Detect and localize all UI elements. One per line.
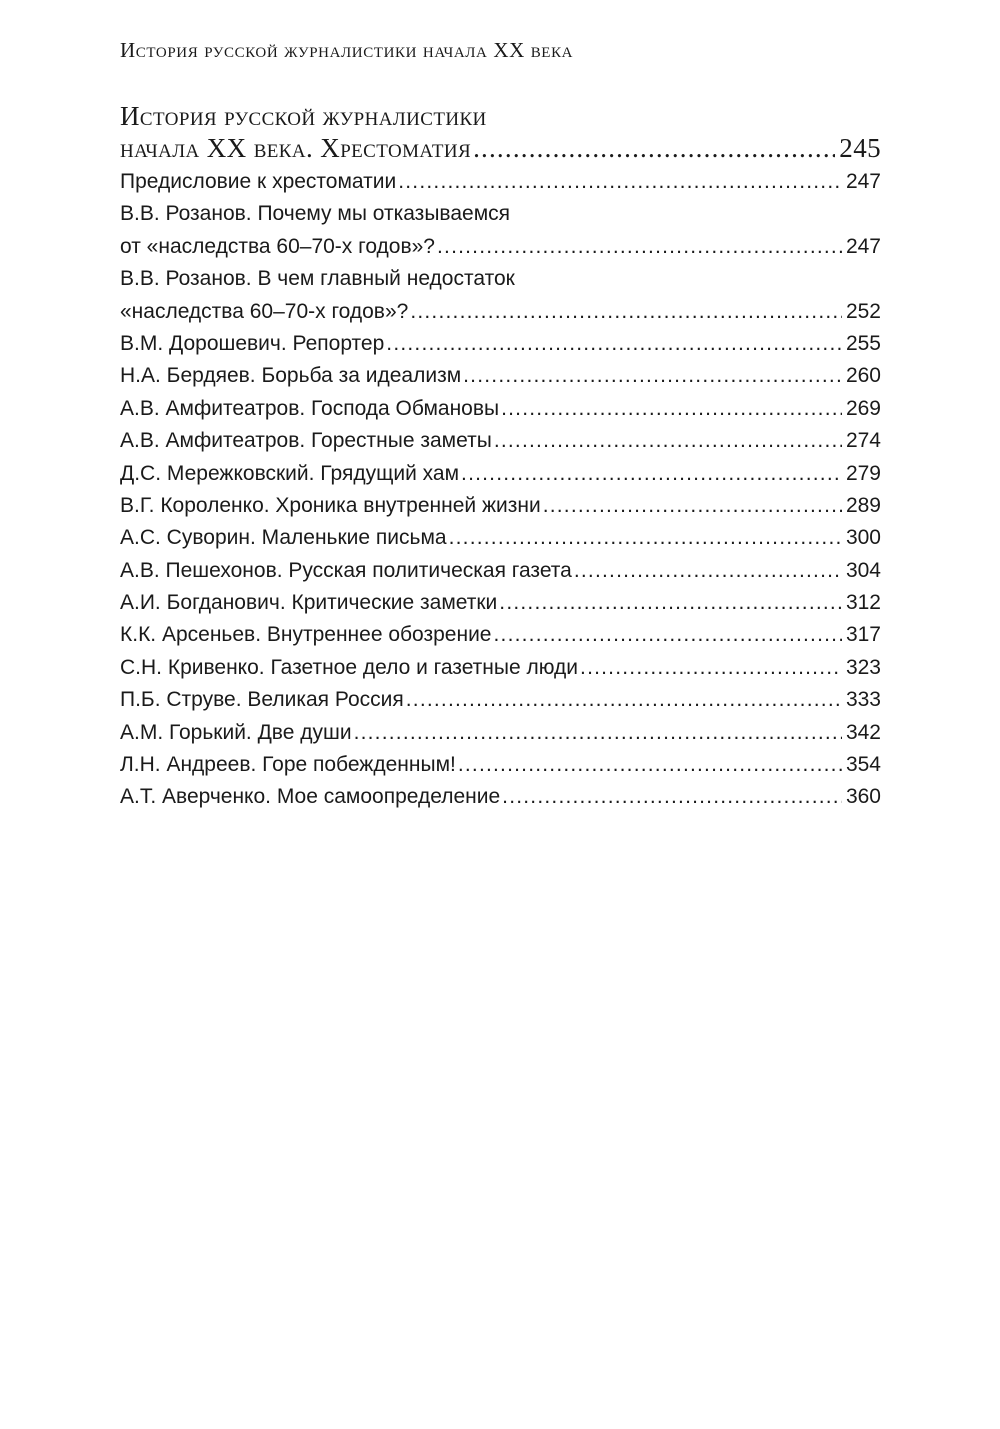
toc-heading-line2: начала XX века. Хрестоматия [120,133,472,163]
dot-leader [494,619,842,651]
toc-entry[interactable] [120,360,881,392]
toc-entry-page: 289 [845,493,881,517]
toc-entry[interactable] [120,425,881,457]
dot-leader [494,425,842,457]
toc-entry-title: К.К. Арсеньев. Внутреннее обозрение [120,623,492,647]
toc-entry-page: 342 [845,720,881,744]
toc-entry[interactable] [120,166,881,198]
toc-entry[interactable] [120,198,881,263]
toc-entry-page: 317 [845,623,881,647]
toc-entry-title: А.И. Богданович. Критические заметки [120,591,498,615]
toc-entry-row [120,328,881,360]
dot-leader [398,166,842,198]
toc-entry-title: от «наследства 60–70-х годов»? [120,234,435,258]
dot-leader [386,328,842,360]
toc-entry-page: 255 [845,331,881,355]
dot-leader [463,360,842,392]
toc-entry-page: 323 [845,655,881,679]
toc-entry-page: 312 [845,591,881,615]
toc-entry-row [120,749,881,781]
toc-entry[interactable] [120,263,881,328]
toc-entry[interactable] [120,328,881,360]
toc-entry-title: С.Н. Кривенко. Газетное дело и газетные люди [120,655,579,679]
toc-entry-title: А.В. Пешехонов. Русская политическая газета [120,558,572,582]
toc-entry-page: 274 [845,429,881,453]
toc-entry[interactable] [120,393,881,425]
toc-entry-page: 304 [845,558,881,582]
toc-entry-title: Д.С. Мережковский. Грядущий хам [120,461,460,485]
dot-leader [501,393,842,425]
dot-leader [499,587,842,619]
toc-heading-row [120,132,881,164]
toc-entry-page: 247 [845,170,881,193]
toc-heading-line1: История русской журналистики [120,101,487,131]
toc-entry[interactable] [120,749,881,781]
toc-entry-title: «наследства 60–70-х годов»? [120,299,409,323]
toc-entry-title: Н.А. Бердяев. Борьба за идеализм [120,364,462,388]
toc-section-heading[interactable] [120,100,881,164]
toc-entry-page: 279 [845,461,881,485]
toc-entry-row [120,360,881,392]
toc-entry-title: Предисловие к хрестоматии [120,170,397,193]
toc-entry-page: 260 [845,364,881,388]
toc-entry-page: 360 [845,785,881,809]
toc-entry-row [120,587,881,619]
toc-entry[interactable] [120,522,881,554]
toc-entry-row [120,522,881,554]
toc-entry-row [120,619,881,651]
toc-entry-title: А.В. Амфитеатров. Господа Обмановы [120,396,500,420]
toc-entry-row [120,425,881,457]
toc-entry-title: А.В. Амфитеатров. Горестные заметы [120,429,492,453]
dot-leader [437,231,842,263]
table-of-contents [120,100,881,814]
toc-entry[interactable] [120,717,881,749]
toc-entry-title: А.С. Суворин. Маленькие письма [120,526,447,550]
dot-leader [354,717,842,749]
toc-entry-page: 252 [845,299,881,323]
toc-entry-page: 247 [845,234,881,258]
dot-leader [449,522,842,554]
toc-entry-title: В.М. Дорошевич. Репортер [120,331,385,355]
toc-entry-title-line1: В.В. Розанов. Почему мы отказываемся [120,202,510,226]
toc-entry-row [120,652,881,684]
dot-leader [543,490,842,522]
toc-entry-title: П.Б. Струве. Великая Россия [120,688,404,712]
dot-leader [410,296,842,328]
toc-entry-row [120,296,881,328]
dot-leader [458,749,842,781]
running-head: История русской журналистики начала XX века [120,38,574,62]
dot-leader [580,652,842,684]
toc-entry[interactable] [120,652,881,684]
dot-leader [406,684,842,716]
toc-entry-row [120,717,881,749]
toc-entry-row [120,490,881,522]
toc-entry-title: В.Г. Короленко. Хроника внутренней жизни [120,493,541,517]
dot-leader [574,555,842,587]
toc-entry-page: 333 [845,688,881,712]
dot-leader [502,781,842,813]
toc-entry-page: 300 [845,526,881,550]
toc-entry-row [120,458,881,490]
toc-entry-row [120,555,881,587]
toc-entry-title: А.М. Горький. Две души [120,720,352,744]
toc-entry[interactable] [120,781,881,813]
toc-entry-title: А.Т. Аверченко. Мое самоопределение [120,785,501,809]
toc-entry[interactable] [120,555,881,587]
toc-entry[interactable] [120,490,881,522]
toc-entries-list [120,166,881,814]
toc-entry[interactable] [120,684,881,716]
toc-entry-page: 354 [845,753,881,777]
dot-leader [473,132,835,164]
toc-entry-page: 269 [845,396,881,420]
toc-entry-row [120,231,881,263]
toc-entry-row [120,684,881,716]
toc-heading-page: 245 [839,133,881,163]
dot-leader [461,458,842,490]
toc-entry[interactable] [120,587,881,619]
toc-entry[interactable] [120,458,881,490]
toc-entry-title: Л.Н. Андреев. Горе побежденным! [120,753,456,777]
toc-entry-row [120,393,881,425]
toc-entry-row [120,781,881,813]
toc-entry-title-line1: В.В. Розанов. В чем главный недостаток [120,267,515,291]
toc-entry-row [120,166,881,198]
toc-entry[interactable] [120,619,881,651]
